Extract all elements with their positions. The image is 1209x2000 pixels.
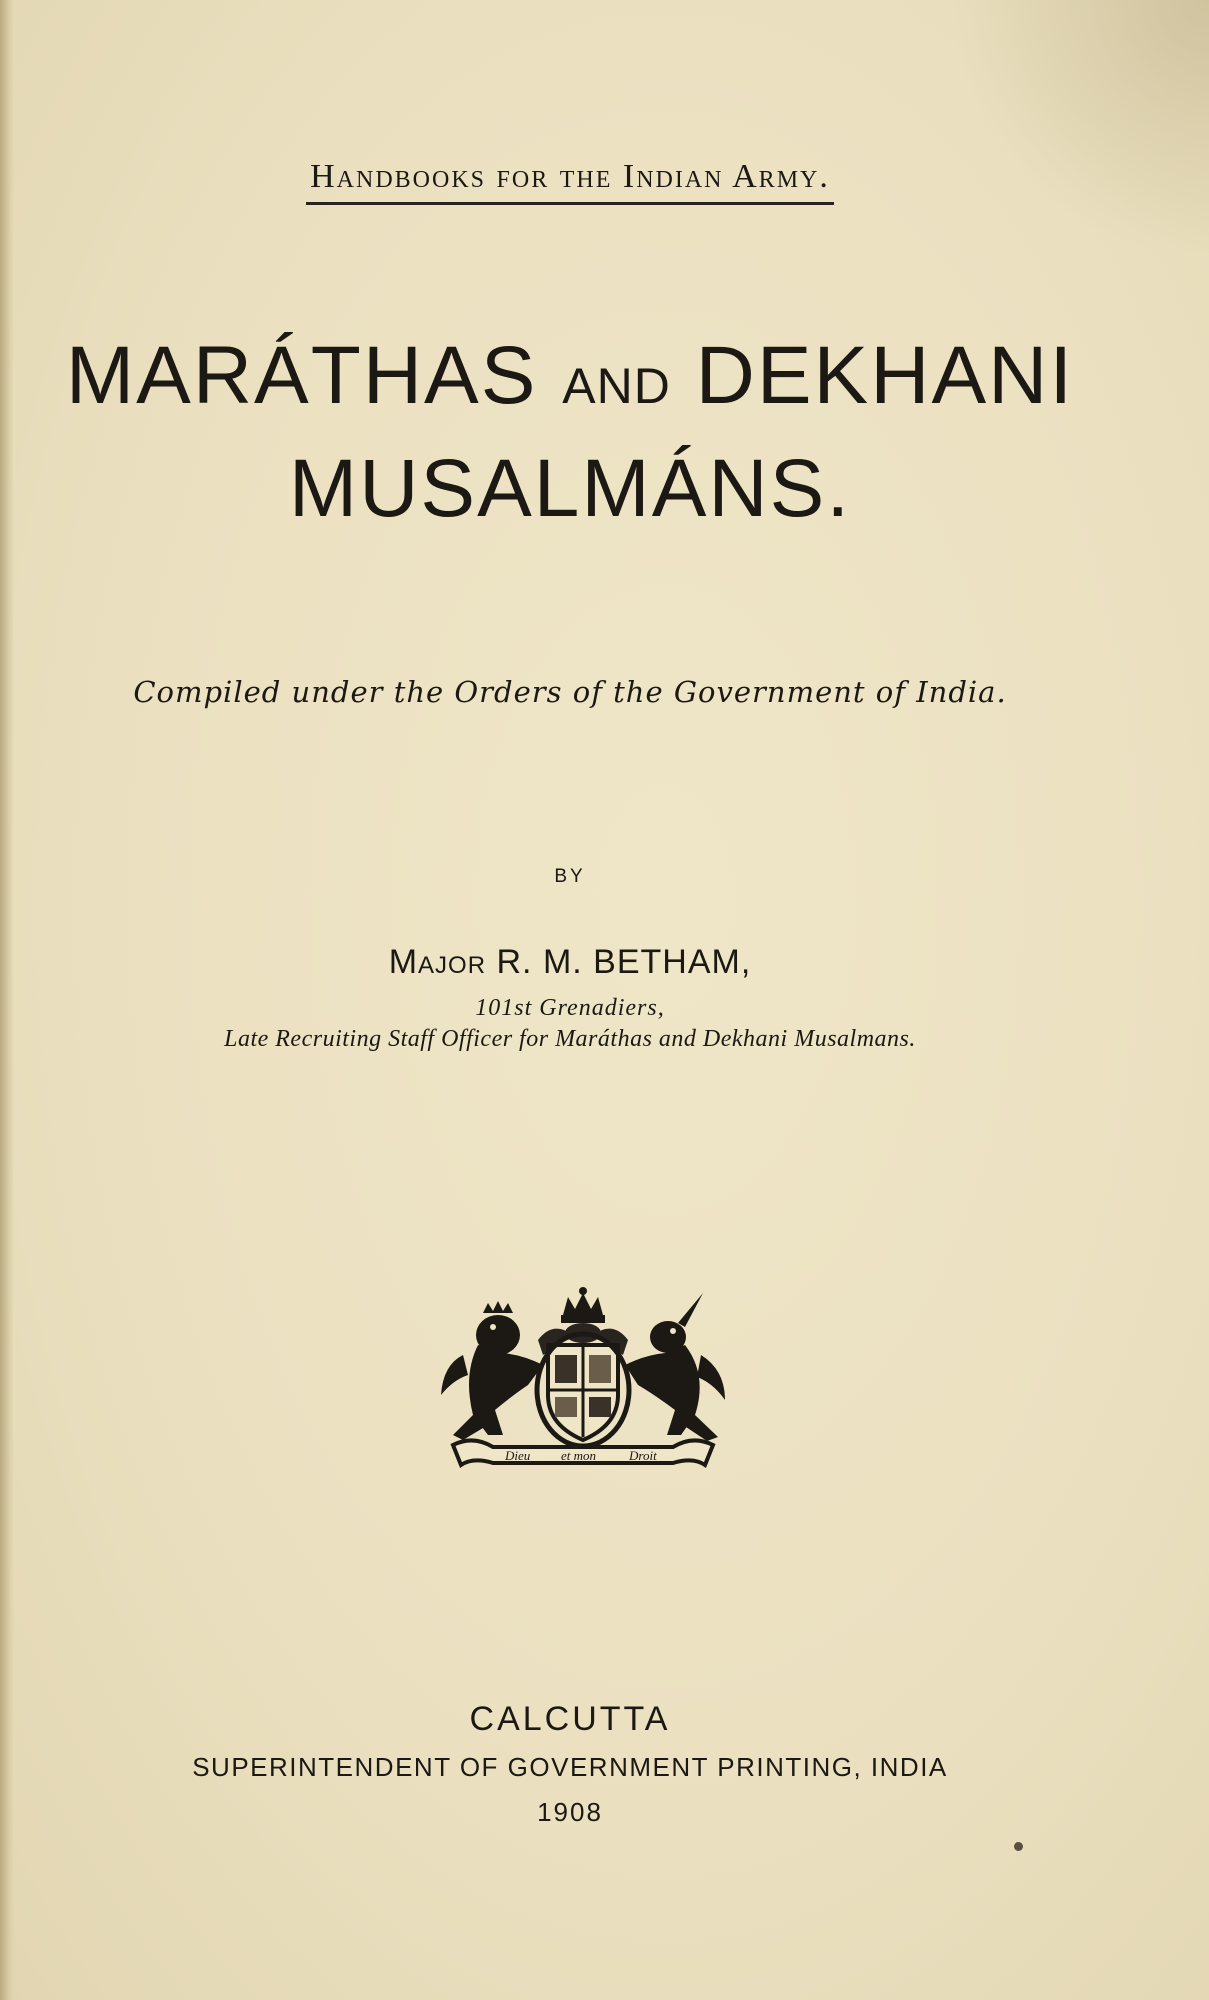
motto-left: Dieu — [505, 1448, 531, 1463]
book-gutter-edge — [0, 0, 14, 2000]
imprint-year: 1908 — [537, 1797, 603, 1827]
author-name: Major R. M. BETHAM, — [388, 943, 752, 981]
ink-speck — [1014, 1842, 1023, 1851]
series-heading — [60, 158, 1080, 205]
author-regiment: 101st Grenadiers, — [475, 995, 665, 1021]
motto-middle: et mon — [561, 1448, 597, 1463]
main-title-line-2: MUSALMÁNS. — [288, 443, 852, 534]
main-title-line-1 — [60, 330, 1080, 421]
imprint-printer: SUPERINTENDENT OF GOVERNMENT PRINTING, INDIA — [192, 1752, 948, 1782]
title-dekhani: DEKHANI — [695, 330, 1075, 421]
compiled-statement: Compiled under the Orders of the Government of India. — [133, 675, 1007, 709]
title-and: AND — [562, 358, 671, 414]
royal-coat-of-arms-icon — [433, 1285, 733, 1470]
by-label: BY — [554, 866, 586, 887]
title-marathas: MARÁTHAS — [65, 330, 538, 421]
paper-stain — [949, 0, 1209, 260]
motto-right: Droit — [629, 1448, 657, 1463]
series-title: Handbooks for the Indian Army. — [306, 158, 834, 205]
imprint-city: CALCUTTA — [469, 1700, 671, 1738]
author-position: Late Recruiting Staff Officer for Maráthas and Dekhani Musalmans. — [224, 1026, 916, 1052]
